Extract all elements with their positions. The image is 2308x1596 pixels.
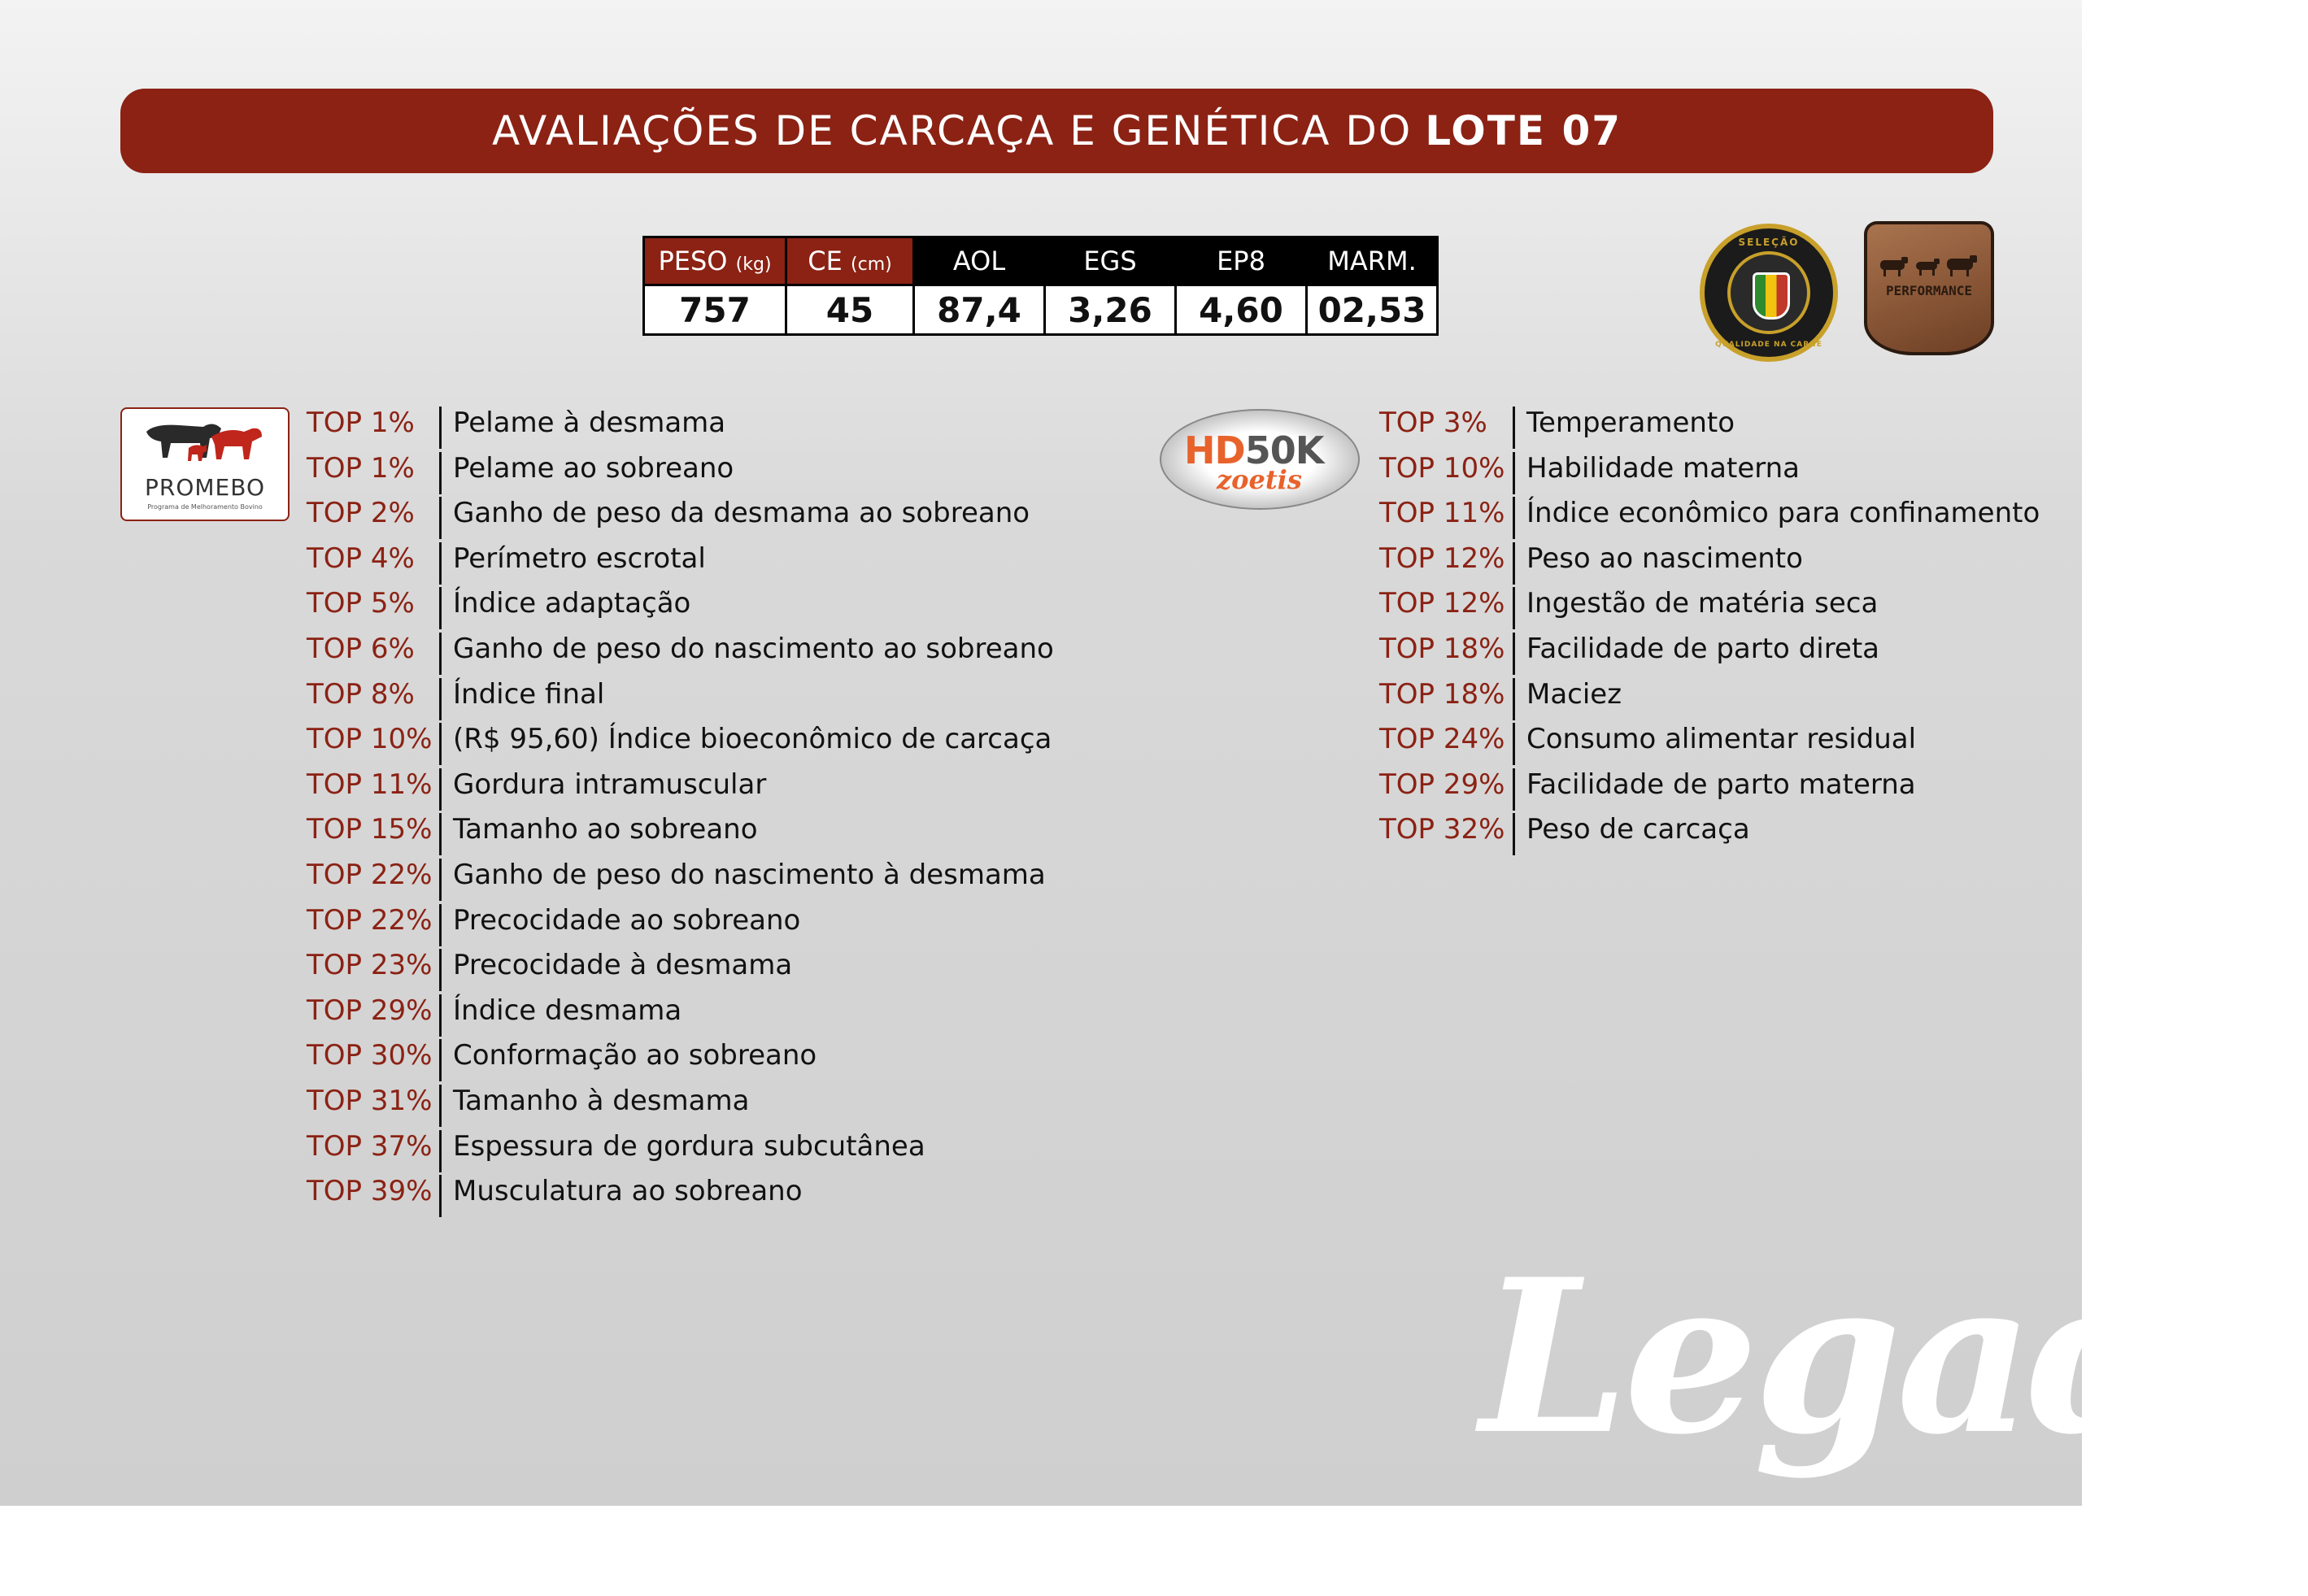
seal-inner-ring (1727, 251, 1810, 334)
ranking-item (307, 902, 1054, 948)
title-prefix: AVALIAÇÕES DE CARCAÇA E GENÉTICA DO (491, 107, 1413, 154)
ranking-item (1379, 450, 2040, 496)
ranking-trait: Índice econômico para confinamento (1526, 497, 2040, 530)
legado-signature: Legado (1480, 1233, 2308, 1481)
promebo-logo (120, 407, 290, 521)
ranking-divider (1513, 497, 1515, 539)
ranking-trait: Tamanho ao sobreano (453, 813, 758, 846)
metrics-header-row (644, 237, 1438, 285)
metric-header-ce: CE (cm) (786, 237, 914, 285)
ranking-divider (439, 452, 442, 494)
metric-value-peso: 757 (644, 285, 786, 335)
ranking-trait: Índice desmama (453, 994, 682, 1027)
ranking-top-percent: TOP 29% (307, 994, 433, 1027)
ranking-item (307, 541, 1054, 586)
ranking-item (307, 631, 1054, 676)
promebo-tagline: Programa de Melhoramento Bovino (147, 503, 263, 511)
ranking-item (307, 450, 1054, 496)
ranking-trait: Ganho de peso da desmama ao sobreano (453, 497, 1030, 530)
shield-icon (1753, 272, 1790, 320)
ranking-item (1379, 767, 2040, 812)
ranking-divider (439, 994, 442, 1037)
ranking-divider (1513, 542, 1515, 585)
ranking-item (1379, 676, 2040, 722)
ranking-top-percent: TOP 6% (307, 632, 415, 665)
ranking-trait: Índice adaptação (453, 587, 691, 620)
ranking-top-percent: TOP 8% (307, 677, 415, 711)
fiftyk-text: 50K (1244, 428, 1324, 472)
metric-value-egs: 3,26 (1045, 285, 1176, 335)
ranking-item (1379, 541, 2040, 586)
ranking-top-percent: TOP 5% (307, 587, 415, 620)
ranking-trait: Índice final (453, 677, 605, 711)
ranking-trait: Gordura intramuscular (453, 768, 767, 801)
metric-header-marm: MARM. (1307, 237, 1438, 285)
ranking-top-percent: TOP 24% (1379, 723, 1505, 756)
ranking-item (307, 811, 1054, 857)
ranking-trait: Habilidade materna (1526, 451, 1801, 485)
title-banner (120, 89, 1993, 173)
ranking-trait: Maciez (1526, 677, 1622, 711)
ranking-divider (1513, 813, 1515, 855)
ranking-top-percent: TOP 18% (1379, 677, 1505, 711)
ranking-trait: Tamanho à desmama (453, 1084, 750, 1117)
ranking-top-percent: TOP 11% (1379, 497, 1505, 530)
ranking-item (1379, 811, 2040, 857)
ranking-item (307, 405, 1054, 450)
ranking-divider (1513, 723, 1515, 765)
ranking-divider (439, 678, 442, 720)
hd50k-zoetis-logo (1160, 409, 1360, 510)
ranking-item (307, 947, 1054, 993)
ranking-divider (439, 587, 442, 629)
ranking-divider (1513, 768, 1515, 811)
ranking-top-percent: TOP 29% (1379, 768, 1505, 801)
ranking-top-percent: TOP 3% (1379, 407, 1487, 439)
ranking-item (307, 585, 1054, 631)
ranking-divider (439, 1130, 442, 1172)
selecao-seal-badge (1700, 224, 1838, 362)
ranking-divider (1513, 452, 1515, 494)
ranking-trait: Musculatura ao sobreano (453, 1175, 803, 1208)
seal-top-text: SELEÇÃO (1738, 237, 1800, 248)
ranking-divider (439, 1039, 442, 1081)
ranking-item (307, 676, 1054, 722)
carcass-metrics-table (642, 236, 1439, 336)
ranking-divider (1513, 678, 1515, 720)
metric-header-egs: EGS (1045, 237, 1176, 285)
ranking-top-percent: TOP 1% (307, 451, 415, 485)
ranking-trait: Consumo alimentar residual (1526, 723, 1917, 756)
ranking-top-percent: TOP 12% (1379, 587, 1505, 620)
ranking-trait: Facilidade de parto materna (1526, 768, 1916, 801)
promebo-cattle-icon (122, 409, 291, 474)
ranking-trait: Pelame à desmama (453, 407, 726, 439)
ranking-trait: Facilidade de parto direta (1526, 632, 1880, 665)
ranking-trait: Ganho de peso do nascimento à desmama (453, 858, 1046, 891)
ranking-top-percent: TOP 2% (307, 497, 415, 530)
ranking-item (1379, 631, 2040, 676)
ranking-top-percent: TOP 37% (307, 1129, 433, 1163)
ranking-item (307, 1173, 1054, 1219)
ranking-trait: Pelame ao sobreano (453, 451, 734, 485)
ranking-top-percent: TOP 1% (307, 407, 415, 439)
promebo-ranking-list (307, 405, 1054, 1219)
ranking-item (1379, 405, 2040, 450)
metric-header-peso: PESO (kg) (644, 237, 786, 285)
ranking-trait: Peso ao nascimento (1526, 541, 1803, 575)
ranking-divider (439, 859, 442, 901)
ranking-top-percent: TOP 18% (1379, 632, 1505, 665)
metric-value-ce: 45 (786, 285, 914, 335)
ranking-top-percent: TOP 31% (307, 1084, 433, 1117)
performance-badge (1864, 221, 1994, 355)
metrics-value-row (644, 285, 1438, 335)
ranking-trait: Ganho de peso do nascimento ao sobreano (453, 632, 1054, 665)
ranking-item (307, 721, 1054, 767)
ranking-divider (439, 904, 442, 946)
ranking-item (307, 1037, 1054, 1083)
ranking-top-percent: TOP 22% (307, 858, 433, 891)
ranking-top-percent: TOP 22% (307, 903, 433, 937)
ranking-item (1379, 721, 2040, 767)
ranking-item (1379, 495, 2040, 541)
ranking-divider (439, 768, 442, 811)
ranking-divider (1513, 407, 1515, 449)
ranking-divider (439, 633, 442, 675)
ranking-trait: Espessura de gordura subcutânea (453, 1129, 925, 1163)
ranking-trait: Perímetro escrotal (453, 541, 706, 575)
ranking-divider (439, 949, 442, 991)
ranking-top-percent: TOP 11% (307, 768, 433, 801)
metric-value-marm: 02,53 (1307, 285, 1438, 335)
ranking-divider (439, 813, 442, 855)
ranking-divider (439, 1085, 442, 1127)
ranking-trait: Ingestão de matéria seca (1526, 587, 1879, 620)
ranking-divider (439, 723, 442, 765)
ranking-top-percent: TOP 4% (307, 541, 415, 575)
metric-header-ep8: EP8 (1176, 237, 1307, 285)
ranking-item (307, 857, 1054, 902)
ranking-top-percent: TOP 12% (1379, 541, 1505, 575)
ranking-trait: Precocidade à desmama (453, 949, 793, 982)
ranking-item (307, 1083, 1054, 1129)
title-lot: LOTE 07 (1425, 107, 1622, 154)
ranking-trait: Precocidade ao sobreano (453, 903, 801, 937)
promebo-name: PROMEBO (145, 474, 265, 501)
ranking-item (307, 495, 1054, 541)
metric-header-aol: AOL (914, 237, 1045, 285)
ranking-item (307, 993, 1054, 1038)
ranking-trait: (R$ 95,60) Índice bioeconômico de carcaça (453, 723, 1052, 756)
performance-label: PERFORMANCE (1886, 283, 1972, 298)
ranking-divider (1513, 633, 1515, 675)
seal-bottom-text: QUALIDADE NA CARNE (1715, 341, 1822, 349)
hd50k-ranking-list (1379, 405, 2040, 857)
ranking-divider (439, 407, 442, 449)
ranking-top-percent: TOP 30% (307, 1039, 433, 1072)
ranking-top-percent: TOP 10% (307, 723, 433, 756)
hd-text: HD (1184, 428, 1245, 472)
ranking-top-percent: TOP 10% (1379, 451, 1505, 485)
ranking-top-percent: TOP 15% (307, 813, 433, 846)
ranking-top-percent: TOP 39% (307, 1175, 433, 1208)
ranking-divider (439, 1175, 442, 1217)
zoetis-text: zoetis (1217, 464, 1302, 495)
metric-value-aol: 87,4 (914, 285, 1045, 335)
ranking-trait: Peso de carcaça (1526, 813, 1750, 846)
ranking-top-percent: TOP 32% (1379, 813, 1505, 846)
cattle-icon (1877, 254, 1983, 278)
ranking-divider (439, 542, 442, 585)
ranking-trait: Temperamento (1526, 407, 1735, 439)
ranking-divider (1513, 587, 1515, 629)
ranking-top-percent: TOP 23% (307, 949, 433, 982)
metric-value-ep8: 4,60 (1176, 285, 1307, 335)
ranking-divider (439, 497, 442, 539)
ranking-item (1379, 585, 2040, 631)
ranking-item (307, 767, 1054, 812)
ranking-trait: Conformação ao sobreano (453, 1039, 817, 1072)
ranking-item (307, 1129, 1054, 1174)
